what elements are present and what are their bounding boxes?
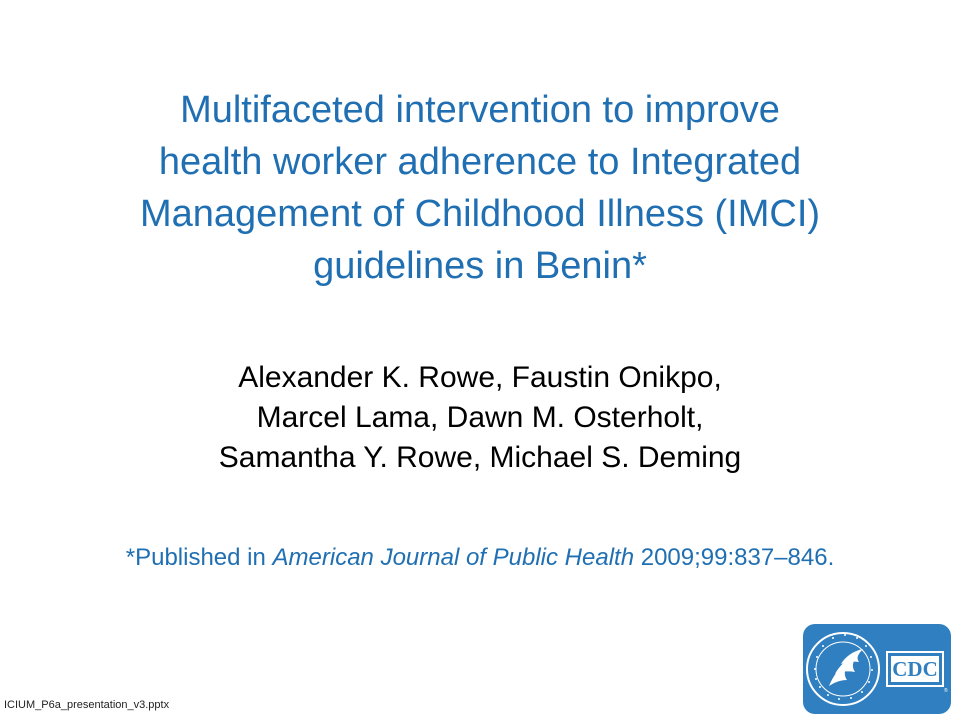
journal-name: American Journal of Public Health [272,544,635,571]
publication-citation [40,542,920,574]
slide-title [40,84,920,292]
author-line: Samantha Y. Rowe, Michael S. Deming [218,441,742,474]
title-line: Multifaceted intervention to improve [180,89,780,131]
title-line: health worker adherence to Integrated [158,141,802,183]
svg-text:®: ® [944,688,948,694]
author-list [130,358,830,478]
citation-details: 2009;99:837–846. [634,544,835,571]
cdc-logo [803,624,951,714]
author-line: Alexander K. Rowe, Faustin Onikpo, [238,361,722,394]
citation-prefix: Published in [135,544,273,571]
svg-text:CDC: CDC [892,657,938,681]
author-line: Marcel Lama, Dawn M. Osterholt, [256,401,704,434]
cdc-wordmark [887,652,948,694]
hhs-eagle-seal-icon [807,633,879,705]
title-line: guidelines in Benin* [313,245,647,287]
hhs-cdc-logo-graphic [803,624,951,714]
title-line: Management of Childhood Illness (IMCI) [139,193,821,235]
footnote-marker: * [125,544,136,571]
file-name-label: ICIUM_P6a_presentation_v3.pptx [4,699,170,711]
